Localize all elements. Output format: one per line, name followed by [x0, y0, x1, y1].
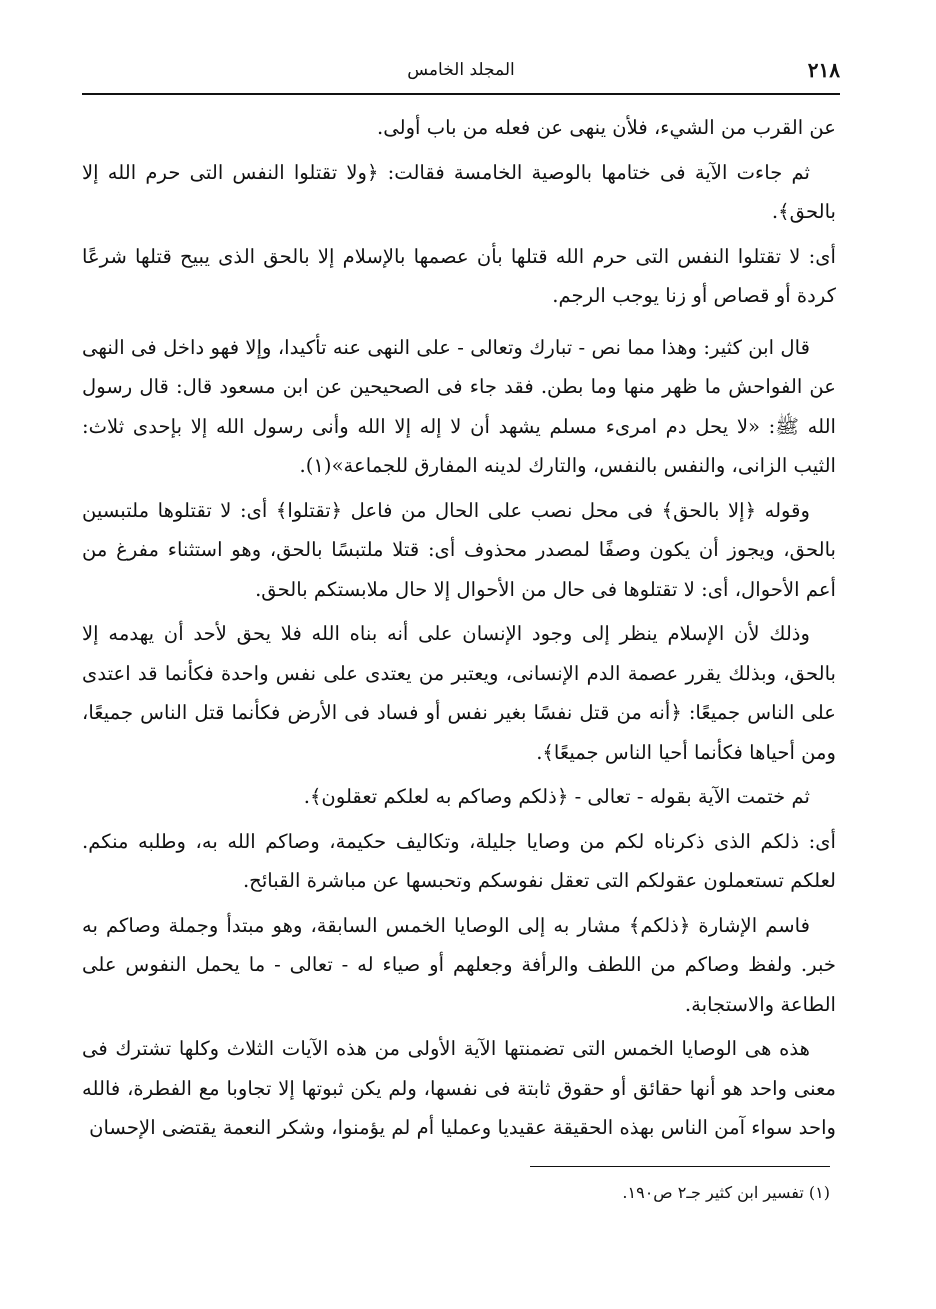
paragraph-6: وذلك لأن الإسلام ينظر إلى وجود الإنسان على أنه بناه الله فلا يحق لأحد أن يهدمه إلا بالحق، وبذلك يقرر عصمة الدم الإنسانى، ويعتبر من يعتدى على نفس واحدة فكأنما قد اعتدى على الناس جميعًا: ﴿أنه من قتل نفسًا بغير نفس أو فساد فى الأرض فكأنما قتل الناس جميعًا، ومن أحياها فكأنما أحيا الناس جميعًا﴾. — [82, 622, 836, 764]
body-text — [82, 108, 836, 1153]
page-header — [82, 56, 840, 92]
paragraph-9: فاسم الإشارة ﴿ذلكم﴾ مشار به إلى الوصايا الخمس السابقة، وهو مبتدأ وجملة وصاكم به خبر. ولفظ وصاكم من اللطف والرأفة وجعلهم أو صياء له - تعالى - ما يحمل النفوس على الطاعة والاستجابة. — [82, 913, 836, 1016]
page-number: ٢١٨ — [807, 58, 840, 82]
footnote-rule — [530, 1166, 830, 1167]
paragraph-2: ثم جاءت الآية فى ختامها بالوصية الخامسة فقالت: ﴿ولا تقتلوا النفس التى حرم الله إلا بالحق﴾. — [82, 160, 836, 223]
footnote: (١) تفسير ابن كثير جـ٢ ص١٩٠. — [622, 1183, 830, 1202]
paragraph-3: أى: لا تقتلوا النفس التى حرم الله قتلها بأن عصمها بالإسلام إلا بالحق الذى يبيح قتلها شرعًا كردة أو قصاص أو زنا يوجب الرجم. — [82, 244, 836, 307]
paragraph-1: عن القرب من الشيء، فلأن ينهى عن فعله من باب أولى. — [377, 116, 836, 139]
running-title: المجلد الخامس — [407, 60, 515, 80]
paragraph-4: قال ابن كثير: وهذا مما نص - تبارك وتعالى - على النهى عنه تأكيدا، وإلا فهو داخل فى النهى عن الفواحش ما ظهر منها وما بطن. فقد جاء فى الصحيحين عن ابن مسعود قال: قال رسول الله ﷺ: «لا يحل دم امرىء مسلم يشهد أن لا إله إلا الله وأنى رسول الله إلا بإحدى ثلاث: الثيب الزانى، والنفس بالنفس، والتارك لدينه المفارق للجماعة»(١). — [82, 335, 836, 477]
paragraph-8: أى: ذلكم الذى ذكرناه لكم من وصايا جليلة، وتكاليف حكيمة، وصاكم الله به، وطلبه منكم. لعلكم تستعملون عقولكم التى تعقل نفوسكم وتحبسها عن مباشرة القبائح. — [82, 829, 836, 892]
header-rule — [82, 93, 840, 95]
paragraph-5: وقوله ﴿إلا بالحق﴾ فى محل نصب على الحال من فاعل ﴿تقتلوا﴾ أى: لا تقتلوها ملتبسين بالحق، ويجوز أن يكون وصفًا لمصدر محذوف أى: قتلا ملتبسًا بالحق، وهو استثناء مفرغ من أعم الأحوال، أى: لا تقتلوها فى حال من الأحوال إلا حال ملابستكم بالحق. — [82, 498, 836, 601]
paragraph-10: هذه هى الوصايا الخمس التى تضمنتها الآية الأولى من هذه الآيات الثلاث وكلها تشترك فى معنى واحد هو أنها حقائق أو حقوق ثابتة فى نفسها، ولم يكن ثبوتها إلا تجاوبا مع الفطرة، فالله واحد سواء آمن الناس بهذه الحقيقة عقيديا وعمليا أم لم يؤمنوا، وشكر النعمة يقتضى الإحسان — [82, 1037, 836, 1139]
paragraph-7: ثم ختمت الآية بقوله - تعالى - ﴿ذلكم وصاكم به لعلكم تعقلون﴾. — [303, 785, 810, 808]
